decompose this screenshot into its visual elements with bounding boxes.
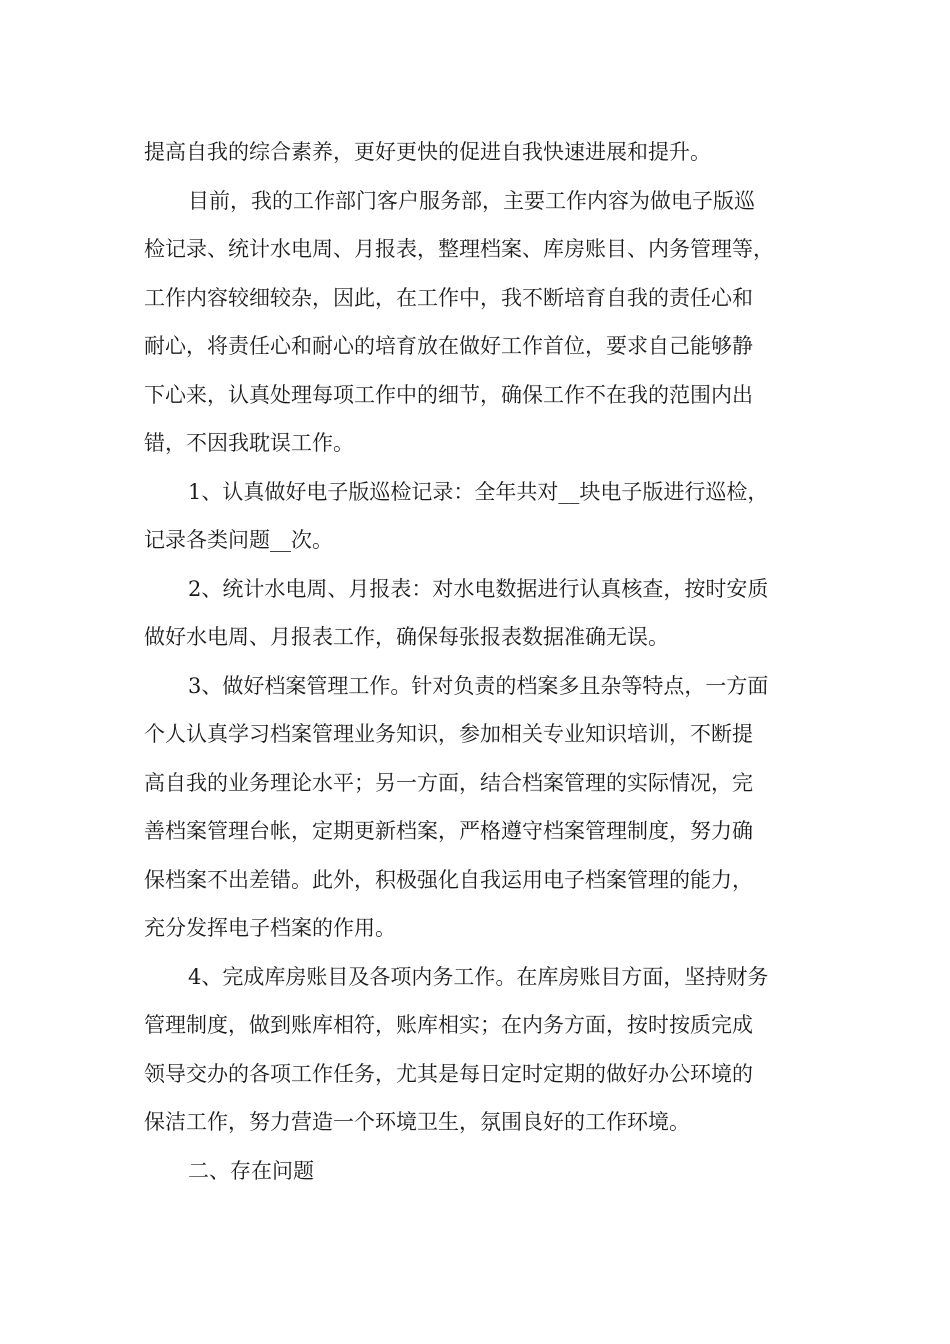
document-body <box>144 128 834 1195</box>
text-line: 下心来，认真处理每项工作中的细节，确保工作不在我的范围内出 <box>144 382 753 407</box>
text-line: 管理制度，做到账库相符，账库相实；在内务方面，按时按质完成 <box>144 1013 753 1037</box>
text-line: 高自我的业务理论水平；另一方面，结合档案管理的实际情况，完 <box>144 770 753 795</box>
text-line: 做好水电周、月报表工作，确保每张报表数据准确无误。 <box>144 625 669 649</box>
list-item-1-line: 1、认真做好电子版巡检记录：全年共对__块电子版进行巡检， <box>188 479 769 504</box>
paragraph-start-line: 目前，我的工作部门客户服务部，主要工作内容为做电子版巡 <box>188 188 755 213</box>
text-line: 领导交办的各项工作任务，尤其是每日定时定期的做好办公环境的 <box>144 1061 753 1086</box>
list-item-2-line: 2、统计水电周、月报表：对水电数据进行认真核查，按时安质 <box>188 576 769 601</box>
text-line: 提高自我的综合素养，更好更快的促进自我快速进展和提升。 <box>144 140 711 164</box>
text-line: 个人认真学习档案管理业务知识，参加相关专业知识培训，不断提 <box>144 722 753 746</box>
text-line: 耐心，将责任心和耐心的培育放在做好工作首位，要求自己能够静 <box>144 334 753 358</box>
text-line: 检记录、统计水电周、月报表，整理档案、库房账目、内务管理等， <box>144 237 774 261</box>
text-line: 保洁工作，努力营造一个环境卫生，氛围良好的工作环境。 <box>144 1110 690 1134</box>
text-line: 记录各类问题__次。 <box>144 528 333 552</box>
list-item-3-line: 3、做好档案管理工作。针对负责的档案多且杂等特点，一方面 <box>188 673 769 698</box>
text-line: 充分发挥电子档案的作用。 <box>144 916 396 940</box>
section-heading: 二、存在问题 <box>188 1158 314 1183</box>
text-line: 保档案不出差错。此外，积极强化自我运用电子档案管理的能力， <box>144 867 753 892</box>
list-item-4-line: 4、完成库房账目及各项内务工作。在库房账目方面，坚持财务 <box>188 964 769 989</box>
text-line: 善档案管理台帐，定期更新档案，严格遵守档案管理制度，努力确 <box>144 819 753 843</box>
text-line: 工作内容较细较杂，因此，在工作中，我不断培育自我的责任心和 <box>144 285 753 310</box>
text-line: 错，不因我耽误工作。 <box>144 431 354 455</box>
